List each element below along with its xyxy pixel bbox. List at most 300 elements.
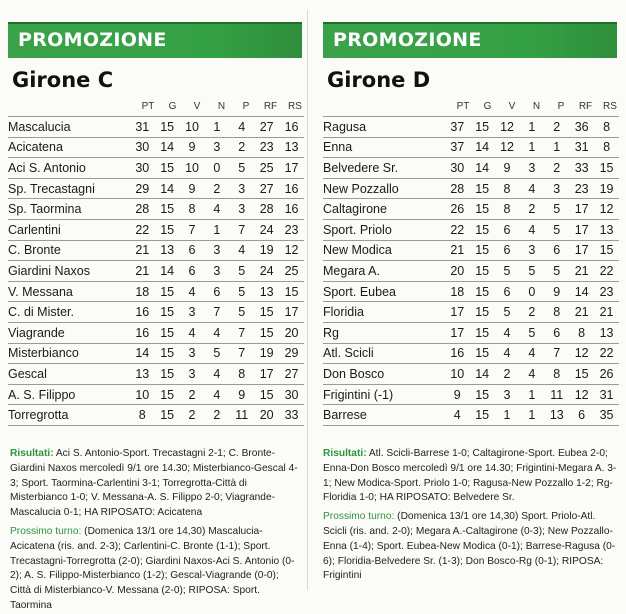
- stat-g: 15: [475, 263, 490, 278]
- stat-pt: 14: [135, 346, 150, 361]
- table-row: [323, 240, 619, 261]
- stat-pt: 30: [135, 140, 150, 155]
- stat-g: 15: [160, 387, 175, 402]
- stat-rf: 15: [259, 325, 274, 340]
- stat-g: 15: [475, 243, 490, 258]
- next-round-label: Prossimo turno:: [10, 525, 82, 537]
- stat-rf: 8: [578, 325, 586, 340]
- stat-n: 1: [213, 119, 221, 134]
- stat-g: 15: [160, 222, 175, 237]
- stat-v: 4: [188, 284, 196, 299]
- banner-title: PROMOZIONE: [18, 29, 167, 51]
- stat-p: 5: [238, 263, 246, 278]
- group-title: Girone C: [12, 68, 114, 92]
- stat-rf: 14: [574, 284, 589, 299]
- stat-p: 3: [238, 181, 246, 196]
- stat-v: 4: [188, 325, 196, 340]
- stat-rs: 22: [599, 346, 614, 361]
- stat-g: 15: [475, 325, 490, 340]
- results-text: Aci S. Antonio-Sport. Trecastagni 2-1; C. Bronte-Giardini Naxos mercoledì 9/1 ore 14.30; Misterbianco-Gescal 4-3; Sport. Taormina-Carlentini 3-1; Torregrotta-Città di Misterbianco 1-0; V. Messana-A. S. Filippo 2-0; Viagrande-Mascalucia 0-1; HA RIPOSATO: Acicatena: [10, 448, 298, 519]
- stat-v: 6: [503, 243, 511, 258]
- stat-rf: 12: [574, 346, 589, 361]
- stat-v: 2: [188, 408, 196, 423]
- next-round-label: Prossimo turno:: [323, 511, 395, 523]
- stat-g: 14: [475, 140, 490, 155]
- stat-rs: 15: [599, 243, 614, 258]
- header-p: P: [242, 101, 250, 112]
- stat-pt: 21: [135, 263, 150, 278]
- stat-g: 15: [475, 119, 490, 134]
- stat-pt: 26: [450, 202, 465, 217]
- stat-p: 8: [553, 366, 561, 381]
- stat-p: 2: [238, 140, 246, 155]
- results-paragraph: [323, 447, 619, 506]
- stat-rf: 21: [574, 305, 589, 320]
- stat-rf: 12: [574, 387, 589, 402]
- stat-pt: 4: [453, 408, 461, 423]
- stat-rs: 19: [599, 181, 614, 196]
- stat-g: 15: [160, 366, 175, 381]
- stat-pt: 16: [135, 305, 150, 320]
- team-name: Sport. Eubea: [323, 284, 396, 299]
- stat-rf: 17: [574, 222, 589, 237]
- stat-p: 4: [238, 119, 246, 134]
- stat-g: 15: [475, 181, 490, 196]
- team-name: Carlentini: [8, 222, 61, 237]
- stat-rf: 15: [259, 305, 274, 320]
- stat-p: 5: [553, 202, 561, 217]
- stat-p: 11: [235, 408, 249, 423]
- stat-n: 7: [213, 305, 221, 320]
- stat-rf: 13: [259, 284, 274, 299]
- stat-rf: 17: [574, 243, 589, 258]
- stat-p: 13: [549, 408, 564, 423]
- stat-rf: 25: [259, 160, 274, 175]
- stat-p: 6: [553, 243, 561, 258]
- stat-n: 4: [213, 366, 221, 381]
- stat-rs: 35: [599, 408, 614, 423]
- stat-g: 15: [475, 346, 490, 361]
- stat-v: 8: [503, 181, 511, 196]
- team-name: Don Bosco: [323, 366, 385, 381]
- header-rs: RS: [288, 101, 302, 112]
- table-row: [8, 302, 304, 323]
- stat-pt: 8: [138, 408, 146, 423]
- table-row: [323, 302, 619, 323]
- table-row: [323, 137, 619, 158]
- stat-n: 6: [213, 284, 221, 299]
- team-name: Aci S. Antonio: [8, 160, 86, 175]
- stat-v: 7: [188, 222, 196, 237]
- stat-pt: 28: [135, 202, 150, 217]
- stat-g: 15: [160, 346, 175, 361]
- stat-rf: 15: [574, 366, 589, 381]
- stat-pt: 16: [450, 346, 465, 361]
- stat-g: 15: [160, 408, 175, 423]
- table-row: [323, 199, 619, 220]
- stat-g: 15: [160, 284, 175, 299]
- table-row: [8, 178, 304, 199]
- team-name: Giardini Naxos: [8, 263, 90, 278]
- stat-g: 15: [475, 202, 490, 217]
- header-g: G: [483, 101, 492, 112]
- team-name: Megara A.: [323, 263, 380, 278]
- table-row: [323, 343, 619, 364]
- banner-title: PROMOZIONE: [333, 29, 482, 51]
- column-divider: [307, 10, 308, 590]
- stat-n: 1: [213, 222, 221, 237]
- stat-pt: 18: [450, 284, 465, 299]
- stat-rf: 36: [574, 119, 589, 134]
- stat-rf: 27: [259, 181, 274, 196]
- stat-v: 10: [185, 160, 199, 175]
- stat-pt: 21: [450, 243, 465, 258]
- stat-g: 14: [475, 366, 490, 381]
- stat-p: 3: [553, 181, 561, 196]
- table-row: [323, 364, 619, 385]
- stat-pt: 31: [135, 119, 150, 134]
- stat-p: 1: [553, 140, 561, 155]
- header-v: V: [193, 101, 201, 112]
- stat-pt: 20: [450, 263, 465, 278]
- team-name: Sp. Trecastagni: [8, 181, 95, 196]
- stat-rf: 20: [259, 408, 274, 423]
- stat-rs: 15: [284, 284, 299, 299]
- stat-rs: 12: [284, 243, 299, 258]
- stat-g: 14: [160, 140, 175, 155]
- stat-rs: 31: [599, 387, 614, 402]
- stat-n: 3: [213, 140, 221, 155]
- stat-pt: 22: [450, 222, 465, 237]
- stat-n: 3: [528, 243, 536, 258]
- stat-rs: 16: [284, 202, 299, 217]
- table-row: [8, 219, 304, 240]
- stat-g: 14: [160, 181, 175, 196]
- team-name: New Modica: [323, 243, 392, 258]
- stat-n: 5: [528, 325, 536, 340]
- header-rs: RS: [603, 101, 617, 112]
- results-label: Risultati:: [323, 448, 367, 459]
- stat-p: 7: [238, 222, 246, 237]
- stat-rf: 23: [574, 181, 589, 196]
- stat-rs: 20: [284, 325, 299, 340]
- stat-v: 4: [503, 346, 511, 361]
- stat-rf: 19: [259, 243, 274, 258]
- stat-p: 5: [238, 160, 246, 175]
- stat-v: 2: [188, 387, 196, 402]
- stat-p: 5: [238, 284, 246, 299]
- stat-g: 15: [160, 325, 175, 340]
- stat-g: 15: [475, 305, 490, 320]
- stat-pt: 30: [450, 160, 465, 175]
- stat-p: 6: [553, 325, 561, 340]
- stat-g: 15: [160, 202, 175, 217]
- stat-pt: 9: [453, 387, 461, 402]
- stat-rs: 13: [284, 140, 299, 155]
- table-row: [8, 281, 304, 302]
- team-name: V. Messana: [8, 284, 73, 299]
- stat-v: 8: [503, 202, 511, 217]
- stat-p: 3: [238, 202, 246, 217]
- table-header: [315, 101, 621, 115]
- stat-n: 3: [213, 243, 221, 258]
- stat-n: 4: [528, 346, 536, 361]
- stat-pt: 21: [135, 243, 150, 258]
- stat-n: 2: [528, 305, 536, 320]
- team-name: C. di Mister.: [8, 305, 74, 320]
- next-round-paragraph: [323, 510, 619, 584]
- stat-p: 2: [553, 160, 561, 175]
- team-name: Acicatena: [8, 140, 63, 155]
- stat-rs: 21: [599, 305, 614, 320]
- table-row: [323, 117, 619, 138]
- header-rf: RF: [578, 101, 593, 112]
- header-g: G: [168, 101, 177, 112]
- table-row: [8, 364, 304, 385]
- stat-rs: 23: [284, 222, 299, 237]
- stat-rs: 17: [284, 160, 299, 175]
- stat-rs: 13: [599, 222, 614, 237]
- table-row: [323, 281, 619, 302]
- standings-table: [323, 116, 619, 426]
- stat-rf: 24: [259, 222, 274, 237]
- team-name: Caltagirone: [323, 202, 387, 217]
- results-text: Atl. Scicli-Barrese 1-0; Caltagirone-Sport. Eubea 2-0; Enna-Don Bosco mercoledì 9/1 ore 14.30; Frigintini-Megara A. 3-1; New Modica-Sport. Priolo 1-0; Ragusa-New Pozzallo 1-2; Rg-Floridia 1-0; HA RIPOSATO: Belvedere Sr.: [323, 448, 617, 504]
- stat-v: 10: [185, 119, 199, 134]
- stat-rs: 16: [284, 119, 299, 134]
- stat-rf: 17: [259, 366, 274, 381]
- next-round-text: (Domenica 13/1 ore 14,30) Mascalucia-Acicatena (ris. and. 2-3); Carlentini-C. Bronte (1-1); Sport. Trecastagni-Torregrotta (2-0); Giardini Naxos-Aci S. Antonio (0-2); A. S. Filippo-Misterbianco (1-2); Gescal-Viagrande (0-0); Città di Misterbianco-V. Messana (2-0); RIPOSA: Sport. Taormina: [10, 525, 295, 611]
- team-name: Gescal: [8, 366, 47, 381]
- stat-v: 6: [503, 222, 511, 237]
- table-row: [323, 261, 619, 282]
- stat-g: 15: [475, 284, 490, 299]
- stat-p: 4: [238, 243, 246, 258]
- stat-pt: 17: [450, 305, 465, 320]
- stat-n: 5: [213, 346, 221, 361]
- stat-rf: 23: [259, 140, 274, 155]
- stat-p: 2: [553, 119, 561, 134]
- stat-rs: 26: [599, 366, 614, 381]
- stat-n: 2: [528, 202, 536, 217]
- stat-g: 14: [475, 160, 490, 175]
- header-pt: PT: [141, 101, 155, 112]
- stat-g: 15: [160, 160, 175, 175]
- stat-rs: 16: [284, 181, 299, 196]
- stat-pt: 30: [135, 160, 150, 175]
- stat-p: 5: [238, 305, 246, 320]
- stat-pt: 16: [135, 325, 150, 340]
- stat-v: 6: [188, 243, 196, 258]
- stat-v: 9: [188, 181, 196, 196]
- stat-rs: 17: [284, 305, 299, 320]
- team-name: Enna: [323, 140, 353, 155]
- stat-p: 7: [553, 346, 561, 361]
- stat-v: 6: [503, 284, 511, 299]
- stat-g: 15: [160, 119, 175, 134]
- stat-pt: 17: [450, 325, 465, 340]
- stat-v: 6: [188, 263, 196, 278]
- stat-n: 4: [213, 202, 221, 217]
- stat-g: 14: [160, 263, 175, 278]
- stat-p: 8: [553, 305, 561, 320]
- table-row: [8, 343, 304, 364]
- stat-p: 5: [553, 222, 561, 237]
- match-notes: [323, 447, 619, 584]
- stat-g: 15: [475, 387, 490, 402]
- standings-table: [8, 116, 304, 426]
- stat-n: 4: [213, 325, 221, 340]
- stat-p: 9: [238, 387, 246, 402]
- team-name: Sport. Priolo: [323, 222, 392, 237]
- stat-rs: 27: [284, 366, 299, 381]
- stat-pt: 28: [450, 181, 465, 196]
- stat-rs: 25: [284, 263, 299, 278]
- stat-pt: 13: [135, 366, 150, 381]
- group-title: Girone D: [327, 68, 431, 92]
- stat-g: 15: [475, 222, 490, 237]
- team-name: Belvedere Sr.: [323, 160, 399, 175]
- section-banner: [323, 22, 617, 58]
- stat-rs: 13: [599, 325, 614, 340]
- stat-rs: 33: [284, 408, 299, 423]
- stat-g: 13: [160, 243, 175, 258]
- stat-rf: 28: [259, 202, 274, 217]
- stat-p: 11: [550, 387, 564, 402]
- stat-v: 8: [188, 202, 196, 217]
- next-round-text: (Domenica 13/1 ore 14,30) Sport. Priolo-Atl. Scicli (ris. and. 2-0); Megara A.-Caltagirone (0-3); New Pozzallo-Enna (1-4); Sport. Eubea-New Modica (0-1); Barrese-Ragusa (0-6); Floridia-Belvedere Sr. (1-3); Don Bosco-Rg (0-1); RIPOSA: Frigintini: [323, 511, 616, 582]
- stat-n: 1: [528, 387, 536, 402]
- stat-rf: 24: [259, 263, 274, 278]
- stat-rs: 12: [599, 202, 614, 217]
- team-name: New Pozzallo: [323, 181, 399, 196]
- stat-n: 0: [528, 284, 536, 299]
- stat-pt: 22: [135, 222, 150, 237]
- header-v: V: [508, 101, 516, 112]
- header-n: N: [217, 101, 226, 112]
- table-row: [8, 384, 304, 405]
- stat-p: 5: [553, 263, 561, 278]
- team-name: Mascalucia: [8, 119, 71, 134]
- stat-n: 4: [528, 181, 536, 196]
- results-paragraph: [10, 447, 300, 521]
- stat-pt: 37: [450, 140, 465, 155]
- stat-n: 2: [213, 181, 221, 196]
- stat-rf: 17: [574, 202, 589, 217]
- stat-rf: 33: [574, 160, 589, 175]
- header-rf: RF: [263, 101, 278, 112]
- section-banner: [8, 22, 302, 58]
- team-name: A. S. Filippo: [8, 387, 76, 402]
- table-row: [323, 158, 619, 179]
- stat-p: 7: [238, 325, 246, 340]
- stat-pt: 10: [135, 387, 150, 402]
- stat-n: 5: [528, 263, 536, 278]
- table-row: [8, 137, 304, 158]
- stat-rs: 23: [599, 284, 614, 299]
- header-p: P: [557, 101, 565, 112]
- stat-pt: 29: [135, 181, 150, 196]
- stat-n: 4: [528, 222, 536, 237]
- table-row: [323, 322, 619, 343]
- next-round-paragraph: [10, 525, 300, 614]
- stat-rf: 31: [574, 140, 589, 155]
- stat-v: 2: [503, 366, 511, 381]
- stat-rf: 15: [259, 387, 274, 402]
- team-name: Torregrotta: [8, 408, 69, 423]
- team-name: C. Bronte: [8, 243, 61, 258]
- table-row: [323, 405, 619, 426]
- stat-rs: 15: [599, 160, 614, 175]
- stat-v: 3: [188, 305, 196, 320]
- team-name: Atl. Scicli: [323, 346, 374, 361]
- stat-rs: 8: [603, 140, 611, 155]
- table-row: [323, 384, 619, 405]
- stat-rf: 6: [578, 408, 586, 423]
- header-pt: PT: [456, 101, 470, 112]
- team-name: Rg: [323, 325, 339, 340]
- team-name: Ragusa: [323, 119, 367, 134]
- stat-pt: 18: [135, 284, 150, 299]
- stat-n: 0: [213, 160, 221, 175]
- table-row: [8, 240, 304, 261]
- stat-n: 1: [528, 140, 536, 155]
- stat-n: 3: [528, 160, 536, 175]
- stat-n: 1: [528, 119, 536, 134]
- table-row: [8, 199, 304, 220]
- team-name: Barrese: [323, 408, 367, 423]
- stat-rf: 27: [259, 119, 274, 134]
- stat-n: 1: [528, 408, 536, 423]
- stat-rs: 29: [284, 346, 299, 361]
- stat-p: 8: [238, 366, 246, 381]
- table-row: [8, 322, 304, 343]
- stat-v: 9: [503, 160, 511, 175]
- stat-n: 4: [213, 387, 221, 402]
- stat-g: 15: [160, 305, 175, 320]
- header-n: N: [532, 101, 541, 112]
- stat-rs: 22: [599, 263, 614, 278]
- table-header: [0, 101, 305, 115]
- stat-p: 9: [553, 284, 561, 299]
- table-row: [323, 178, 619, 199]
- table-row: [8, 405, 304, 426]
- stat-pt: 10: [450, 366, 465, 381]
- stat-v: 5: [503, 305, 511, 320]
- stat-v: 3: [188, 346, 196, 361]
- team-name: Viagrande: [8, 325, 65, 340]
- table-row: [323, 219, 619, 240]
- stat-v: 3: [503, 387, 511, 402]
- team-name: Frigintini (-1): [323, 387, 394, 402]
- stat-v: 12: [500, 119, 514, 134]
- stat-v: 5: [503, 263, 511, 278]
- stat-p: 7: [238, 346, 246, 361]
- table-row: [8, 261, 304, 282]
- stat-v: 9: [188, 140, 196, 155]
- stat-v: 1: [503, 408, 511, 423]
- stat-v: 12: [500, 140, 514, 155]
- team-name: Sp. Taormina: [8, 202, 82, 217]
- stat-rs: 8: [603, 119, 611, 134]
- stat-v: 4: [503, 325, 511, 340]
- table-row: [8, 158, 304, 179]
- stat-rf: 21: [574, 263, 589, 278]
- stat-n: 2: [213, 408, 221, 423]
- match-notes: [10, 447, 300, 614]
- results-label: Risultati:: [10, 448, 54, 459]
- stat-v: 3: [188, 366, 196, 381]
